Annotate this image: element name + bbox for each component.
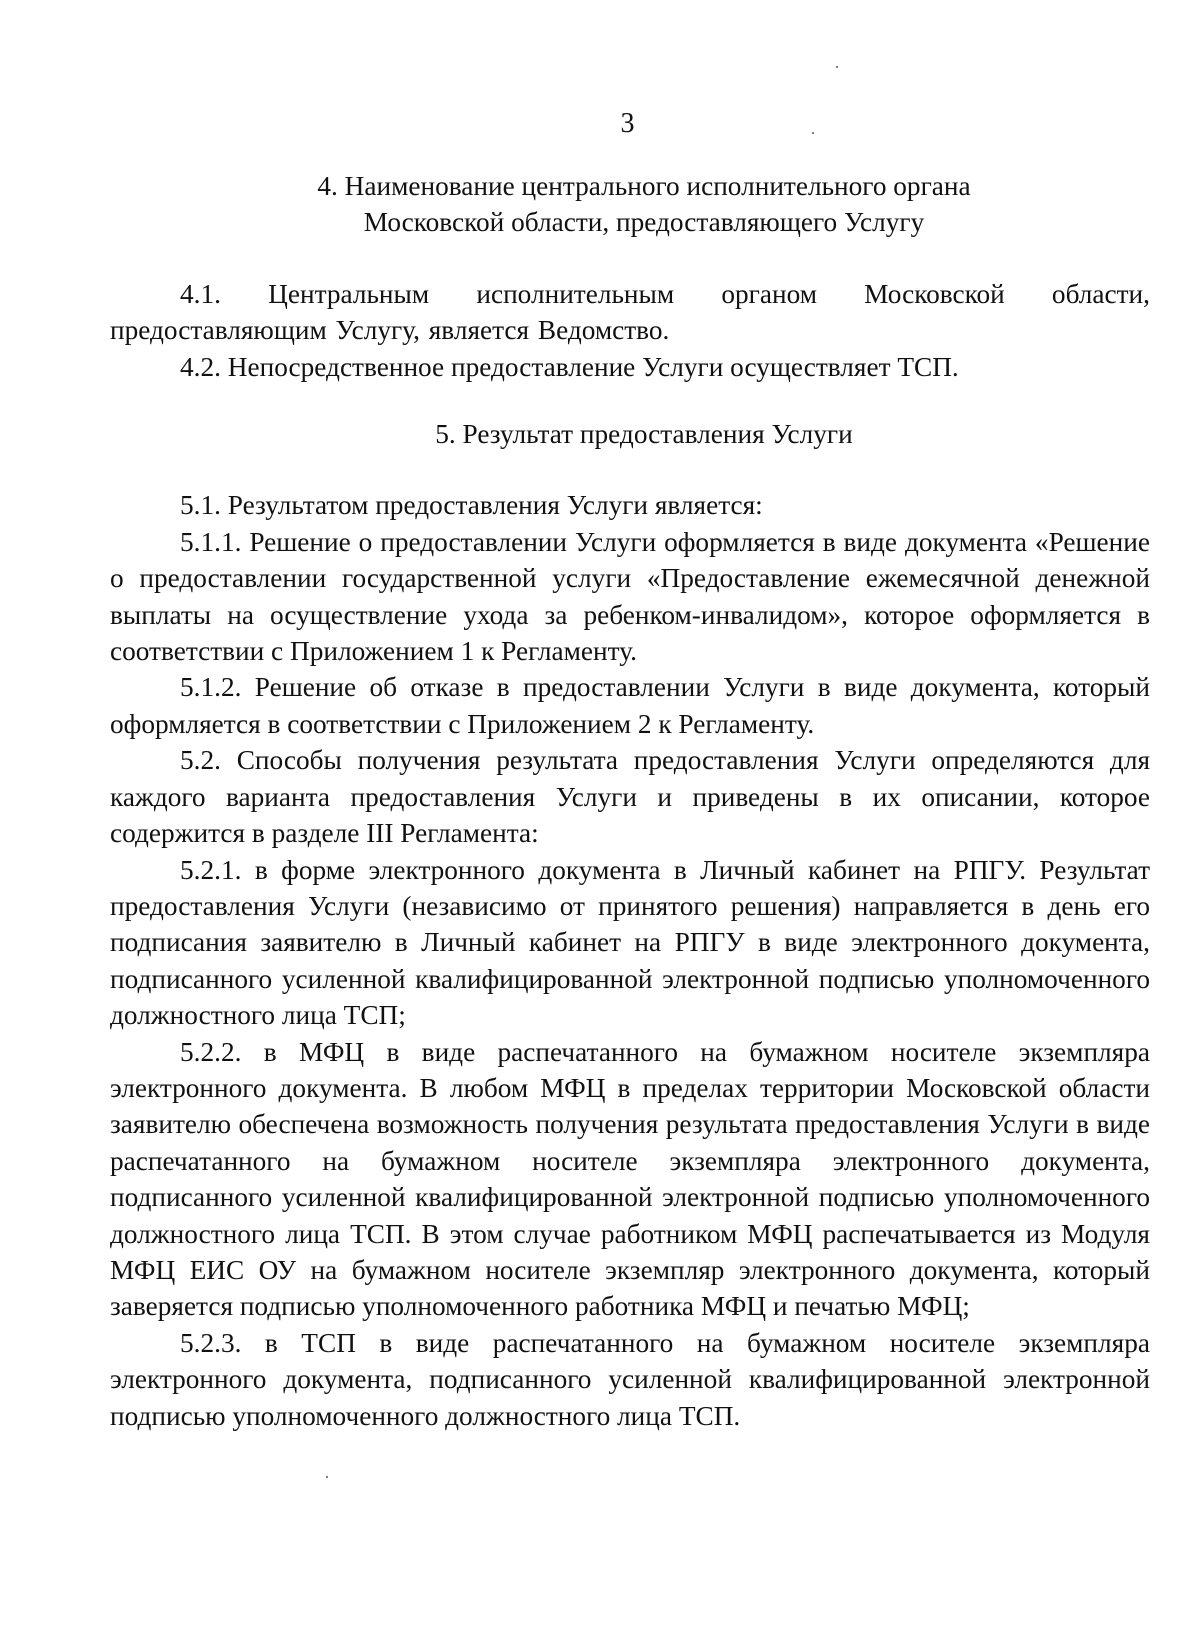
paragraph-5-2-1: 5.2.1. в форме электронного документа в Личный кабинет на РПГУ. Результат предоставления Услуги (независимо от принятого решения) направляется в день его подписания заявителю в Личный кабинет на РПГУ в виде электронного документа, подписанного усиленной квалифицированной электронной подписью уполномоченного должностного лица ТСП;: [110, 854, 1150, 1031]
section-5-heading: [110, 416, 1150, 452]
section-4-heading-line-1: 4. Наименование центрального исполнительного органа: [317, 171, 971, 201]
paragraph-4-1: 4.1. Центральным исполнительным органом Московской области, предоставляющим Услугу, является Ведомство.: [110, 278, 1150, 346]
document-body: [110, 168, 1150, 1434]
page-number: 3: [620, 108, 635, 139]
paragraph-4-2: 4.2. Непосредственное предоставление Услуги осуществляет ТСП.: [180, 351, 959, 382]
spacer: [110, 241, 1150, 276]
paragraph-5-1: 5.1. Результатом предоставления Услуги является:: [180, 490, 763, 521]
section-5-heading-line: 5. Результат предоставления Услуги: [435, 419, 853, 450]
scan-speck: [326, 1476, 328, 1478]
spacer: [110, 385, 1150, 416]
spacer: [110, 452, 1150, 487]
section-4-heading-line-2: Московской области, предоставляющего Услугу: [363, 207, 925, 238]
scan-speck: [836, 66, 838, 68]
paragraph-5-2-2: 5.2.2. в МФЦ в виде распечатанного на бумажном носителе экземпляра электронного документа. В любом МФЦ в пределах территории Московской области заявителю обеспечена возможность получения результата предоставления Услуги в виде распечатанного на бумажном носителе экземпляра электронного документа, подписанного усиленной квалифицированной электронной подписью уполномоченного должностного лица ТСП. В этом случае работником МФЦ распечатывается из Модуля МФЦ ЕИС ОУ на бумажном носителе экземпляр электронного документа, который заверяется подписью уполномоченного работника МФЦ и печатью МФЦ;: [110, 1036, 1150, 1322]
paragraph-5-2-3: 5.2.3. в ТСП в виде распечатанного на бумажном носителе экземпляра электронного документа, подписанного усиленной квалифицированной электронной подписью уполномоченного должностного лица ТСП.: [110, 1327, 1150, 1431]
paragraph-5-1-2: 5.1.2. Решение об отказе в предоставлении Услуги в виде документа, который оформляется в соответствии с Приложением 2 к Регламенту.: [110, 672, 1150, 739]
section-4-heading: [110, 168, 1150, 241]
paragraph-5-1-1: 5.1.1. Решение о предоставлении Услуги оформляется в виде документа «Решение о предоставлении государственной услуги «Предоставление ежемесячной денежной выплаты на осуществление ухода за ребенком-инвалидом», которое оформляется в соответствии с Приложением 1 к Регламенту.: [110, 526, 1150, 667]
paragraph-5-2: 5.2. Способы получения результата предоставления Услуги определяются для каждого варианта предоставления Услуги и приведены в их описании, которое содержится в разделе III Регламента:: [110, 745, 1150, 849]
